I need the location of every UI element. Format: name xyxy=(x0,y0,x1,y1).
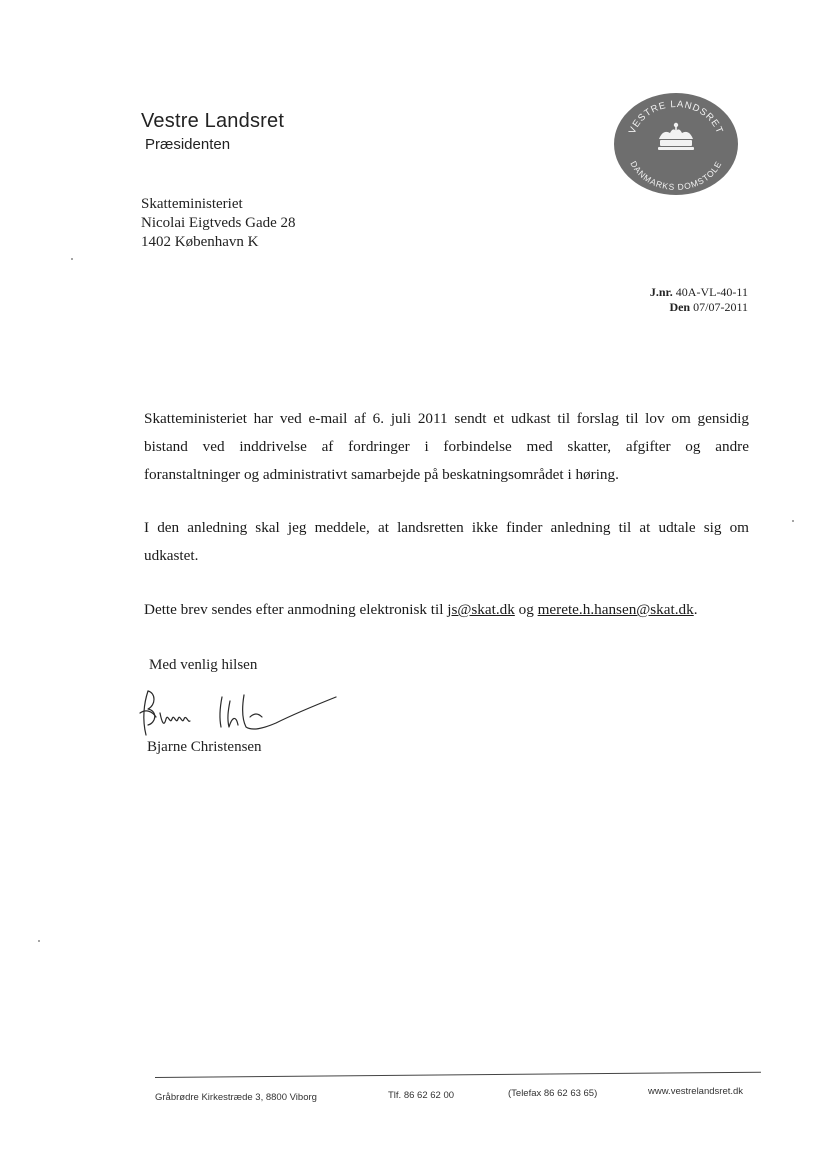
paragraph-3-conjunction: og xyxy=(518,601,534,618)
closing-greeting: Med venlig hilsen xyxy=(149,657,258,673)
scan-speck xyxy=(792,520,794,522)
footer-address: Gråbrødre Kirkestræde 3, 8800 Viborg xyxy=(155,1092,317,1103)
scan-speck xyxy=(71,258,73,260)
letter-date xyxy=(669,300,748,315)
recipient-city: 1402 København K xyxy=(141,234,259,250)
email-link-merete[interactable]: merete.h.hansen@skat.dk xyxy=(537,601,694,618)
paragraph-3-suffix: . xyxy=(693,601,698,618)
paragraph-2 xyxy=(144,514,749,570)
journal-number-value: 40A-VL-40-11 xyxy=(675,285,748,299)
journal-number xyxy=(650,285,748,300)
seal-top-text: VESTRE LANDSRET xyxy=(626,98,726,136)
paragraph-3-prefix: Dette brev sendes efter anmodning elektronisk til xyxy=(144,601,444,618)
recipient-name: Skatteministeriet xyxy=(141,196,243,212)
signer-name: Bjarne Christensen xyxy=(147,739,262,755)
office-name: Præsidenten xyxy=(145,136,231,153)
seal-bottom-text: DANMARKS DOMSTOLE xyxy=(628,159,724,193)
paragraph-3 xyxy=(144,596,749,624)
paragraph-1-line-2: bistand ved inddrivelse af fordringer i forbindelse med skatter, afgifter og andre xyxy=(144,438,749,455)
email-link-js[interactable]: js@skat.dk xyxy=(447,601,515,618)
footer-phone: Tlf. 86 62 62 00 xyxy=(388,1090,455,1101)
scan-speck xyxy=(38,940,40,942)
court-seal xyxy=(613,92,739,196)
letter-date-value: 07/07-2011 xyxy=(693,300,748,314)
paragraph-1-line-3: foranstaltninger og administrativt samarbejde på beskatningsområdet i høring. xyxy=(144,466,619,483)
paragraph-2-line-1: I den anledning skal jeg meddele, at landsretten ikke finder anledning til at udtale sig om xyxy=(144,519,749,536)
footer-website[interactable]: www.vestrelandsret.dk xyxy=(648,1086,744,1097)
footer-divider xyxy=(155,1072,761,1078)
recipient-street: Nicolai Eigtveds Gade 28 xyxy=(141,215,296,231)
paragraph-1-line-1: Skatteministeriet har ved e-mail af 6. juli 2011 sendt et udkast til forslag til lov om gensidig xyxy=(144,410,749,427)
paragraph-2-line-2: udkastet. xyxy=(144,547,199,564)
paragraph-1 xyxy=(144,405,749,489)
journal-number-label: J.nr. xyxy=(649,285,673,299)
institution-name: Vestre Landsret xyxy=(141,110,285,132)
letter-date-label: Den xyxy=(669,300,691,314)
footer-fax: (Telefax 86 62 63 65) xyxy=(508,1088,598,1099)
